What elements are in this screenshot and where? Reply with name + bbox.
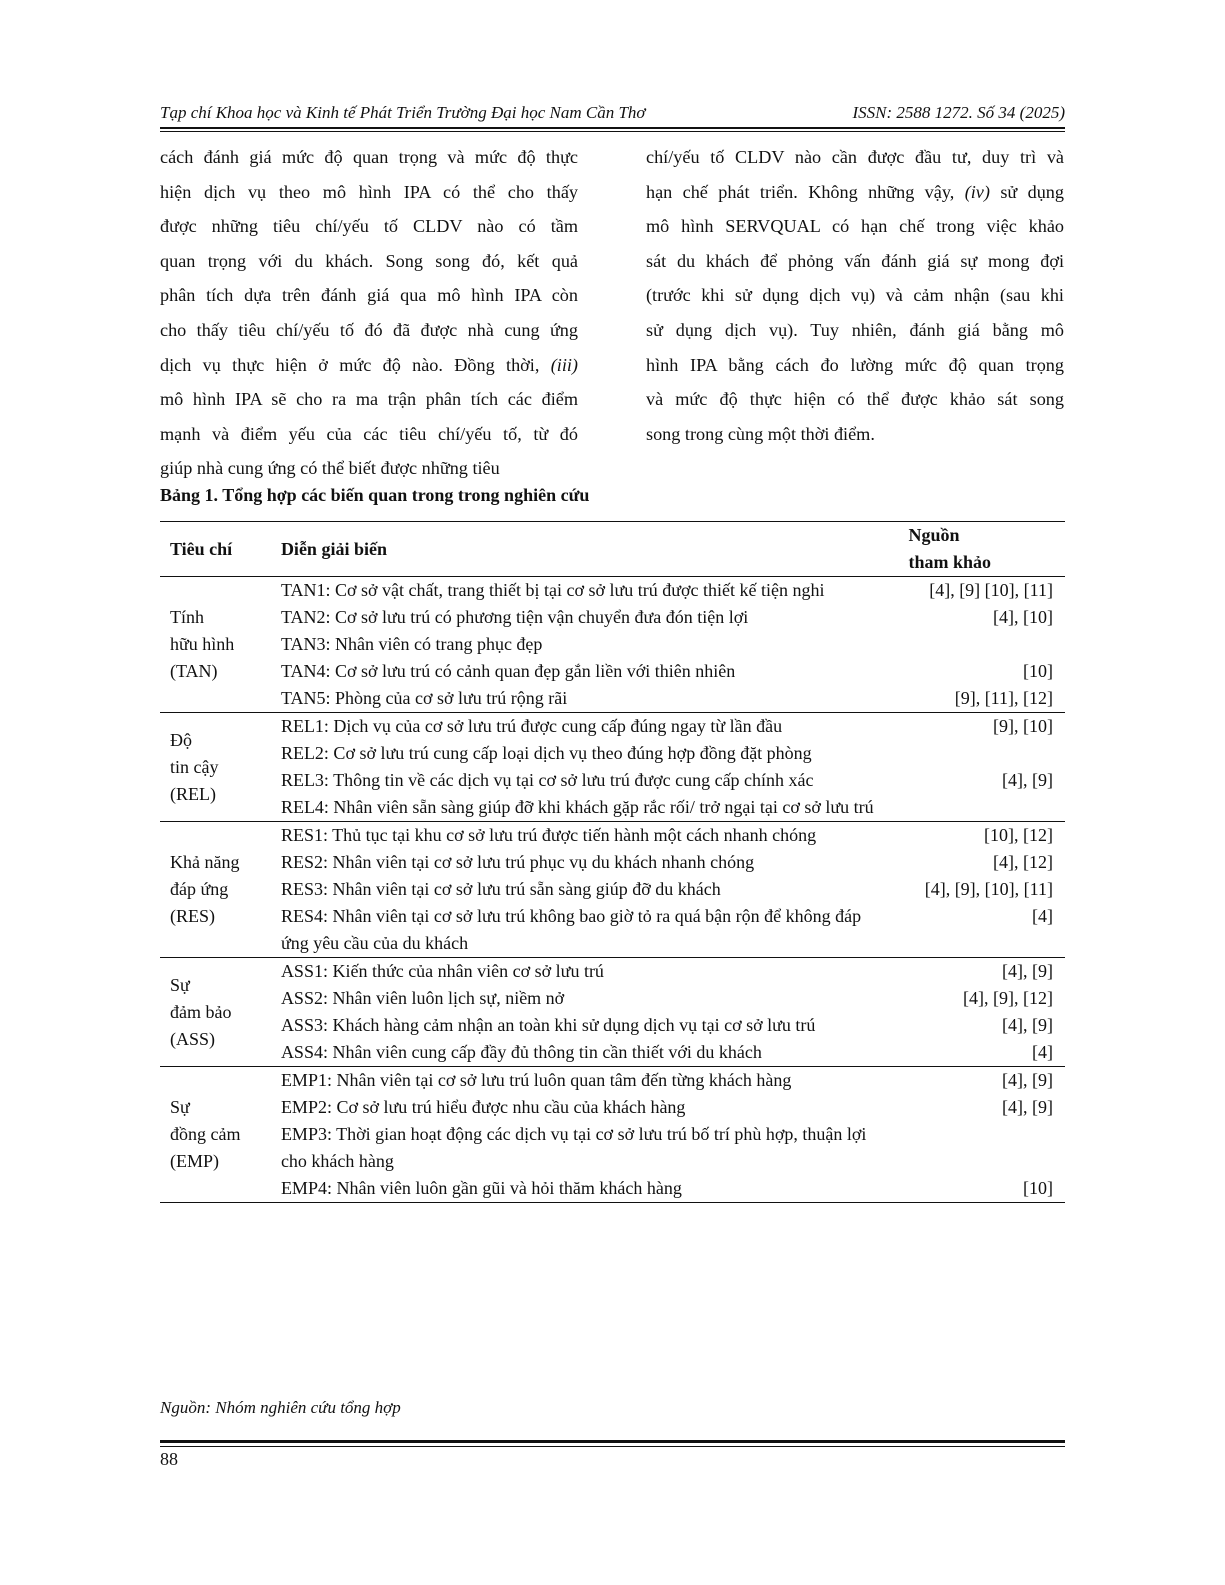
criterion-label-line: tin cậy — [170, 756, 219, 777]
table-row — [160, 1121, 1065, 1175]
left-column-line: dịch vụ thực hiện ở mức độ nào. Đồng thời, (iii) — [160, 354, 578, 375]
reference-cell: [4], [12] — [993, 852, 1053, 872]
right-column-line: mô hình SERVQUAL có hạn chế trong việc khảo — [646, 216, 1064, 237]
reference-cell: [4], [9] [10], [11] — [929, 580, 1053, 600]
table-row — [160, 822, 1065, 850]
left-column-line: phân tích dựa trên đánh giá qua mô hình IPA còn — [160, 285, 578, 306]
header-source-line1: Nguồn — [908, 525, 960, 545]
criterion-group — [160, 958, 1065, 1067]
criterion-group — [160, 822, 1065, 958]
table-row — [160, 1094, 1065, 1121]
criterion-cell — [160, 713, 271, 822]
reference-cell: [9], [11], [12] — [954, 688, 1053, 708]
footer-rule — [160, 1440, 1065, 1443]
right-column-line: sử dụng dịch vụ). Tuy nhiên, đánh giá bằng mô — [646, 319, 1064, 340]
variables-table — [160, 521, 1065, 1203]
enumerator: (iv) — [964, 181, 990, 202]
right-column-line: sát du khách để phỏng vấn đánh giá sự mong đợi — [646, 250, 1064, 271]
reference-cell: [10] — [1023, 661, 1053, 681]
header-rule-thin — [160, 131, 1065, 132]
right-column-line: (trước khi sử dụng dịch vụ) và cảm nhận (sau khi — [646, 285, 1064, 306]
left-column-line: cho thấy tiêu chí/yếu tố đó đã được nhà cung ứng — [160, 319, 578, 340]
reference-cell: [4], [9] — [1002, 770, 1053, 790]
table-row — [160, 1067, 1065, 1095]
header-rule — [160, 127, 1065, 129]
running-header — [160, 103, 1065, 129]
reference-cell — [908, 1121, 1065, 1175]
variable-description: EMP4: Nhân viên luôn gần gũi và hỏi thăm khách hàng — [280, 1178, 682, 1198]
reference-cell: [10], [12] — [984, 825, 1053, 845]
reference-cell: [4] — [1032, 1042, 1053, 1062]
left-column-line: giúp nhà cung ứng có thể biết được những tiêu — [160, 458, 500, 479]
table-row — [160, 958, 1065, 986]
body-column-left — [160, 140, 578, 486]
criterion-cell — [160, 958, 271, 1067]
criterion-label-line: (RES) — [170, 906, 215, 926]
criterion-label-line: (EMP) — [170, 1151, 219, 1171]
table-row — [160, 985, 1065, 1012]
criterion-label-line: Khả năng — [170, 852, 240, 872]
left-column-line: mạnh và điểm yếu của các tiêu chí/yếu tố, từ đó — [160, 423, 578, 444]
left-column-line: được những tiêu chí/yếu tố CLDV nào có tầm — [160, 216, 578, 237]
variable-description: RES3: Nhân viên tại cơ sở lưu trú sẵn sàng giúp đỡ du khách — [280, 879, 721, 899]
table-row — [160, 849, 1065, 876]
reference-cell: [4] — [1032, 906, 1053, 926]
variable-description: ASS3: Khách hàng cảm nhận an toàn khi sử dụng dịch vụ tại cơ sở lưu trú — [280, 1015, 816, 1035]
issn-issue: ISSN: 2588 1272. Số 34 (2025) — [852, 103, 1065, 122]
variable-description: ASS1: Kiến thức của nhân viên cơ sở lưu trú — [280, 961, 604, 981]
page-number: 88 — [160, 1449, 178, 1469]
reference-cell — [908, 740, 1065, 767]
enumerator: (iii) — [550, 354, 578, 375]
criterion-label-line: Sự — [170, 1097, 190, 1117]
reference-cell: [10] — [1023, 1178, 1053, 1198]
variable-description: RES1: Thủ tục tại khu cơ sở lưu trú được tiến hành một cách nhanh chóng — [280, 825, 817, 845]
table-row — [160, 685, 1065, 713]
header-description: Diễn giải biến — [280, 538, 387, 559]
right-column-line: hạn chế phát triển. Không những vậy, (iv) sử dụng — [646, 181, 1064, 202]
variable-description: REL2: Cơ sở lưu trú cung cấp loại dịch vụ theo đúng hợp đồng đặt phòng — [280, 743, 812, 763]
header-source-line2: tham khảo — [908, 552, 991, 572]
reference-cell: [4], [10] — [993, 607, 1053, 627]
criterion-label-line: Tính — [170, 607, 204, 627]
criterion-label-line: (REL) — [170, 783, 216, 804]
variable-description: TAN5: Phòng của cơ sở lưu trú rộng rãi — [280, 688, 568, 708]
variable-description: REL3: Thông tin về các dịch vụ tại cơ sở lưu trú được cung cấp chính xác — [280, 770, 814, 790]
header-criterion: Tiêu chí — [170, 538, 233, 559]
right-column-line: song trong cùng một thời điểm. — [646, 423, 875, 444]
table-source-note: Nguồn: Nhóm nghiên cứu tổng hợp — [160, 1398, 401, 1417]
table-row — [160, 713, 1065, 741]
table-row — [160, 740, 1065, 767]
variable-description: TAN2: Cơ sở lưu trú có phương tiện vận chuyển đưa đón tiện lợi — [280, 607, 749, 627]
table-row — [160, 876, 1065, 903]
criterion-label-line: (ASS) — [170, 1028, 216, 1049]
left-column-line: cách đánh giá mức độ quan trọng và mức độ thực — [160, 147, 578, 167]
table-row — [160, 1039, 1065, 1067]
reference-cell: [9], [10] — [993, 716, 1053, 736]
variable-description: REL1: Dịch vụ của cơ sở lưu trú được cung cấp đúng ngay từ lần đầu — [280, 716, 783, 736]
left-column-line: quan trọng với du khách. Song song đó, kết quả — [160, 250, 578, 271]
header-source — [908, 522, 1065, 577]
table-row — [160, 794, 1065, 822]
criterion-label-line: đồng cảm — [170, 1124, 241, 1144]
right-column-line: hình IPA bằng cách đo lường mức độ quan trọng — [646, 354, 1064, 375]
table-row — [160, 658, 1065, 685]
variable-description: TAN1: Cơ sở vật chất, trang thiết bị tại cơ sở lưu trú được thiết kế tiện nghi — [280, 580, 825, 600]
variable-description: TAN4: Cơ sở lưu trú có cảnh quan đẹp gắn liền với thiên nhiên — [280, 661, 736, 681]
reference-cell: [4], [9] — [1002, 1097, 1053, 1117]
table-caption: Bảng 1. Tổng hợp các biến quan trong trong nghiên cứu — [160, 485, 590, 505]
right-column-line: chí/yếu tố CLDV nào cần được đầu tư, duy trì và — [646, 147, 1064, 167]
reference-cell — [908, 631, 1065, 658]
variable-description: REL4: Nhân viên sẵn sàng giúp đỡ khi khách gặp rắc rối/ trở ngại tại cơ sở lưu trú — [280, 797, 874, 817]
criterion-group — [160, 1067, 1065, 1203]
table-row — [160, 767, 1065, 794]
variable-description: EMP3: Thời gian hoạt động các dịch vụ tại cơ sở lưu trú bố trí phù hợp, thuận lợi cho khách hàng — [280, 1124, 867, 1171]
criterion-group — [160, 577, 1065, 713]
table-header-row — [160, 522, 1065, 577]
reference-cell: [4], [9], [10], [11] — [924, 879, 1053, 899]
table-row — [160, 1012, 1065, 1039]
criterion-cell — [160, 577, 271, 713]
variable-description: RES4: Nhân viên tại cơ sở lưu trú không bao giờ tỏ ra quá bận rộn để không đáp ứng yêu cầu của du khách — [280, 906, 862, 953]
journal-title: Tạp chí Khoa học và Kinh tế Phát Triển Trường Đại học Nam Cần Thơ — [160, 103, 646, 122]
variable-description: ASS2: Nhân viên luôn lịch sự, niềm nở — [280, 988, 565, 1008]
variable-description: TAN3: Nhân viên có trang phục đẹp — [280, 634, 543, 654]
criterion-group — [160, 713, 1065, 822]
left-column-line: mô hình IPA sẽ cho ra ma trận phân tích các điểm — [160, 389, 578, 410]
table-row — [160, 577, 1065, 605]
variable-description: EMP2: Cơ sở lưu trú hiểu được nhu cầu của khách hàng — [280, 1097, 686, 1117]
table-row — [160, 631, 1065, 658]
criterion-label-line: đáp ứng — [170, 879, 229, 899]
table-row — [160, 604, 1065, 631]
criterion-cell — [160, 822, 271, 958]
criterion-label-line: hữu hình — [170, 634, 235, 654]
variable-description: ASS4: Nhân viên cung cấp đầy đủ thông tin cần thiết với du khách — [280, 1042, 762, 1062]
table-row — [160, 903, 1065, 958]
variable-description: EMP1: Nhân viên tại cơ sở lưu trú luôn quan tâm đến từng khách hàng — [280, 1070, 792, 1090]
table-row — [160, 1175, 1065, 1203]
left-column-line: hiện dịch vụ theo mô hình IPA có thể cho thấy — [160, 181, 578, 202]
criterion-label-line: (TAN) — [170, 661, 218, 681]
reference-cell: [4], [9], [12] — [963, 988, 1053, 1008]
body-column-right — [646, 140, 1064, 451]
criterion-label-line: Độ — [170, 729, 192, 750]
right-column-line: và mức độ thực hiện có thể được khảo sát song — [646, 389, 1064, 410]
reference-cell: [4], [9] — [1002, 1070, 1053, 1090]
footer-rule-thin — [160, 1446, 1065, 1447]
criterion-label-line: Sự — [170, 974, 190, 995]
reference-cell: [4], [9] — [1002, 961, 1053, 981]
reference-cell — [908, 794, 1065, 822]
reference-cell: [4], [9] — [1002, 1015, 1053, 1035]
variable-description: RES2: Nhân viên tại cơ sở lưu trú phục vụ du khách nhanh chóng — [280, 852, 755, 872]
criterion-label-line: đảm bảo — [170, 1001, 232, 1022]
criterion-cell — [160, 1067, 271, 1203]
